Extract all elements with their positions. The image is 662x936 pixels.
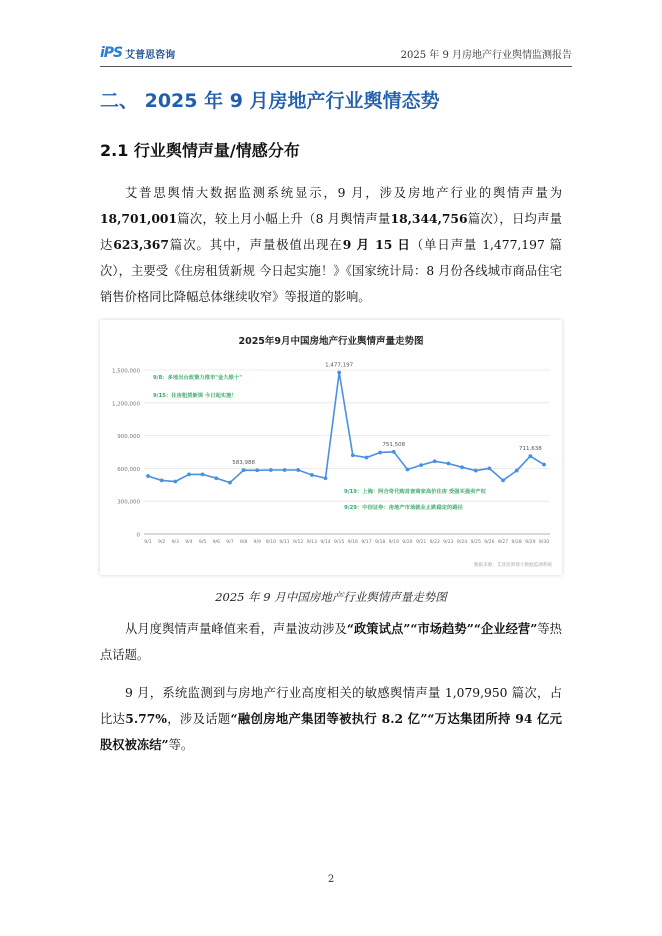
data-point bbox=[160, 479, 164, 483]
x-tick-label: 9/7 bbox=[226, 540, 234, 545]
x-tick-label: 9/13 bbox=[306, 540, 318, 545]
subsection-title: 2.1 行业舆情声量/情感分布 bbox=[100, 141, 300, 160]
data-point bbox=[228, 481, 232, 485]
chart-annotation: 9/15：住房租赁新规 今日起实施！ bbox=[153, 393, 237, 399]
data-point bbox=[214, 476, 218, 480]
text: 篇次），日均声量达 bbox=[100, 212, 563, 252]
y-tick-label: 1,500,000 bbox=[112, 368, 140, 375]
data-label: 583,988 bbox=[232, 460, 255, 467]
text: 艾普思舆情大数据监测系统显示，9 月，涉及房地产行业的舆情声量为 bbox=[125, 186, 562, 200]
x-tick-label: 9/15 bbox=[334, 540, 345, 545]
x-tick-label: 9/21 bbox=[415, 540, 427, 545]
data-point bbox=[283, 468, 287, 472]
data-label: 1,477,197 bbox=[325, 362, 354, 369]
data-point bbox=[310, 473, 314, 477]
data-point bbox=[501, 479, 505, 483]
figure-caption: 2025 年 9 月中国房地产行业舆情声量走势图 bbox=[215, 590, 447, 604]
x-tick-label: 9/8 bbox=[239, 540, 248, 545]
data-point bbox=[365, 456, 369, 460]
sensitive-topics: “融创房地产集团等被执行 8.2 亿”“万达集团所持 94 亿元股权被冻结” bbox=[100, 711, 562, 752]
data-point bbox=[474, 469, 478, 473]
august-volume: 18,344,756 bbox=[390, 211, 468, 226]
paragraph-sensitive-volume bbox=[100, 680, 562, 758]
text: （单日声量 1,477,197 篇次），主要受《住房租赁新规 今日起实施！》《国家统计局：8 月份各线城市商品住宅销售价格同比降幅总体继续收窄》等报道的影响。 bbox=[100, 238, 562, 304]
y-tick-label: 0 bbox=[136, 532, 140, 539]
data-point bbox=[296, 468, 300, 472]
data-point bbox=[528, 454, 532, 458]
data-point bbox=[515, 469, 519, 473]
x-tick-label: 9/14 bbox=[320, 540, 331, 545]
data-point bbox=[255, 468, 259, 472]
x-tick-label: 9/30 bbox=[538, 540, 550, 545]
peak-date: 9 月 15 日 bbox=[342, 237, 411, 252]
section-title: 二、 2025 年 9 月房地产行业舆情态势 bbox=[100, 90, 440, 112]
x-tick-label: 9/26 bbox=[484, 540, 495, 545]
chart-svg bbox=[100, 320, 562, 575]
chart-title: 2025年9月中国房地产行业舆情声量走势图 bbox=[238, 336, 424, 347]
x-tick-label: 9/10 bbox=[265, 540, 277, 545]
x-tick-label: 9/17 bbox=[361, 540, 372, 545]
data-point bbox=[460, 465, 464, 469]
data-point bbox=[487, 467, 491, 471]
data-point bbox=[433, 459, 437, 463]
x-tick-label: 9/23 bbox=[443, 540, 454, 545]
text: 从月度舆情声量峰值来看，声量波动涉及 bbox=[125, 622, 347, 636]
x-tick-label: 9/5 bbox=[198, 540, 207, 545]
text: 9 月，系统监测到与房地产行业高度相关的敏感舆情声量 1,079,950 篇次，占比达 bbox=[100, 686, 562, 726]
x-tick-label: 9/28 bbox=[511, 540, 522, 545]
x-tick-label: 9/12 bbox=[293, 540, 304, 545]
data-point bbox=[542, 463, 546, 467]
data-point bbox=[324, 476, 328, 480]
chart-source: 数据来源：艾普思舆情大数据监测系统 bbox=[473, 563, 552, 568]
chart-annotation: 9/29：中信证券：房地产市场就业止跌稳定的路径 bbox=[344, 505, 463, 511]
data-label: 711,638 bbox=[518, 446, 542, 453]
x-tick-label: 9/27 bbox=[497, 540, 509, 545]
data-point bbox=[351, 453, 355, 457]
x-tick-label: 9/11 bbox=[279, 540, 290, 545]
data-point bbox=[447, 462, 451, 466]
data-point bbox=[146, 474, 150, 478]
logo-text: 艾普思咨询 bbox=[125, 49, 176, 61]
series-line bbox=[148, 373, 544, 483]
page-number: 2 bbox=[327, 874, 335, 885]
data-point bbox=[187, 473, 191, 477]
daily-average: 623,367 bbox=[113, 237, 169, 252]
text: 等热点话题。 bbox=[100, 622, 562, 662]
logo-mark: iPS bbox=[100, 45, 123, 61]
x-tick-label: 9/3 bbox=[171, 540, 180, 545]
data-point bbox=[378, 451, 382, 455]
sensitive-share: 5.77% bbox=[125, 711, 167, 726]
data-point bbox=[406, 468, 410, 472]
text: ，涉及话题 bbox=[166, 712, 231, 726]
x-tick-label: 9/24 bbox=[456, 540, 468, 545]
y-tick-label: 1,200,000 bbox=[112, 401, 140, 408]
x-tick-label: 9/19 bbox=[388, 540, 399, 545]
x-tick-label: 9/25 bbox=[470, 540, 481, 545]
text: 篇次。其中，声量极值出现在 bbox=[168, 238, 343, 252]
x-tick-label: 9/18 bbox=[374, 540, 386, 545]
data-point bbox=[201, 473, 205, 477]
paragraph-volume-summary bbox=[100, 180, 562, 310]
paragraph-hot-topics bbox=[100, 616, 562, 668]
data-point bbox=[392, 450, 396, 454]
y-tick-label: 300,000 bbox=[117, 499, 140, 506]
data-point bbox=[242, 468, 246, 472]
text: 等。 bbox=[168, 738, 194, 752]
text: 篇次，较上月小幅上升（8 月舆情声量 bbox=[177, 212, 391, 226]
data-point bbox=[173, 480, 177, 484]
x-tick-label: 9/20 bbox=[402, 540, 413, 545]
total-volume: 18,701,001 bbox=[100, 211, 178, 226]
x-tick-label: 9/1 bbox=[144, 540, 152, 545]
company-logo bbox=[100, 44, 175, 62]
header-title: 2025 年 9 月房地产行业舆情监测报告 bbox=[400, 50, 572, 61]
x-tick-label: 9/9 bbox=[253, 540, 261, 545]
x-tick-label: 9/2 bbox=[157, 540, 166, 545]
y-tick-label: 900,000 bbox=[117, 434, 140, 441]
data-label: 751,508 bbox=[382, 441, 406, 448]
x-tick-label: 9/4 bbox=[185, 540, 193, 545]
data-point bbox=[269, 468, 273, 472]
chart-annotation: 9/8：多地出台政策力推市"金九银十" bbox=[153, 375, 242, 381]
hot-topics: “政策试点”“市场趋势”“企业经营” bbox=[346, 621, 538, 636]
x-tick-label: 9/29 bbox=[525, 540, 536, 545]
data-point bbox=[419, 463, 423, 467]
x-tick-label: 9/6 bbox=[212, 540, 220, 545]
chart-annotation: 9/19：上海：阿合奇代购首套商家高价住房 受强买强卖产权 bbox=[344, 489, 486, 495]
volume-trend-chart bbox=[100, 320, 562, 575]
y-tick-label: 600,000 bbox=[117, 466, 140, 473]
page-header bbox=[100, 40, 572, 67]
x-tick-label: 9/16 bbox=[347, 540, 358, 545]
x-tick-label: 9/22 bbox=[429, 540, 440, 545]
data-point bbox=[337, 371, 341, 375]
